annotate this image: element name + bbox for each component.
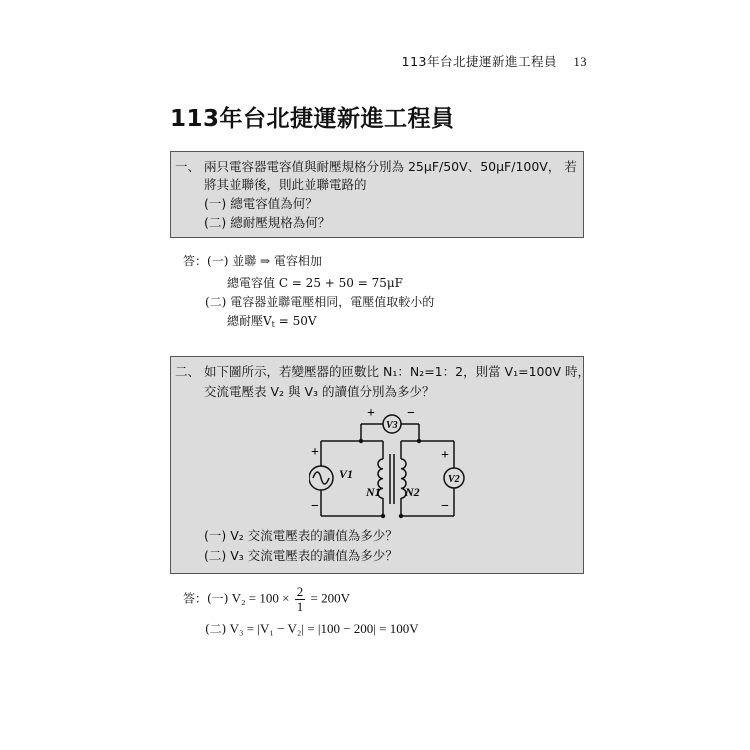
answer-1-part-2-eq-sub: t	[271, 320, 275, 329]
question-1-number: 一、	[175, 159, 201, 174]
answer-1-part-2-eq-pre: 總耐壓V	[227, 314, 272, 328]
page-title: 113年台北捷運新進工程員	[170, 106, 455, 132]
transformer-circuit-diagram	[309, 404, 469, 524]
running-header	[402, 52, 587, 70]
sine-wave-icon	[313, 472, 329, 484]
answer-1-prefix: 答：	[183, 254, 208, 268]
answer-2-part-2-label: (二)	[205, 622, 227, 636]
n1-label: N1	[366, 485, 381, 499]
v3-plus-sign: +	[367, 406, 375, 421]
question-2-box	[170, 356, 590, 574]
fraction-denominator: 1	[296, 599, 304, 614]
source-minus-sign: −	[311, 499, 319, 514]
answer-1-part-2-equation	[227, 312, 317, 329]
answer-2-part-1-label: (一)	[207, 591, 229, 606]
question-1-sub-1: (一) 總電容值為何？	[204, 196, 318, 211]
answer-1-part-2-label: (二)	[205, 295, 227, 309]
meter-v3-label: V3	[386, 420, 398, 431]
answer-2-part-2	[205, 620, 419, 637]
answer-1-part-2-eq-post: = 50V	[274, 314, 317, 328]
answer-2-part-1	[183, 585, 350, 614]
question-2-sub-2: (二) V₃ 交流電壓表的讀值為多少？	[204, 548, 398, 563]
junction-dot	[381, 514, 385, 518]
answer-1-part-2-text: 電容器並聯電壓相同，電壓值取較小的	[230, 295, 435, 309]
answer-1-part-1-equation: 總電容值 C = 25 + 50 = 75μF	[227, 276, 403, 290]
page-number: 13	[573, 55, 587, 69]
question-2-number: 二、	[175, 364, 201, 379]
v2-minus-sign: −	[441, 499, 449, 514]
n2-label: N2	[405, 485, 420, 499]
question-1-line-2: 將其並聯後，則此並聯電路的	[204, 177, 367, 192]
v3-minus-sign: −	[407, 406, 415, 421]
meter-v2-label: V2	[448, 474, 460, 485]
v2-plus-sign: +	[441, 448, 449, 463]
fraction-numerator: 2	[296, 584, 304, 599]
answer-1-part-1-text: 並聯 ⇒ 電容相加	[232, 254, 322, 268]
answer-2-part-1-eq-post: = 200V	[310, 590, 350, 606]
question-1-line-1: 兩只電容器電容值與耐壓規格分別為 25μF/50V、50μF/100V， 若	[204, 159, 577, 174]
answer-2-part-1-eq-pre: V₂ = 100 ×	[231, 590, 290, 606]
answer-1-part-1-label: (一)	[207, 254, 229, 268]
running-header-title: 113年台北捷運新進工程員	[401, 54, 558, 69]
source-v1-label: V1	[339, 467, 354, 481]
answer-1-part-2	[205, 293, 434, 310]
junction-dot	[417, 439, 421, 443]
answer-2-fraction	[295, 585, 306, 614]
question-1-sub-2: (二) 總耐壓規格為何？	[204, 215, 331, 230]
answer-2-part-2-equation: V₃ = |V₁ − V₂| = |100 − 200| = 100V	[229, 621, 419, 636]
question-2-line-2: 交流電壓表 V₂ 與 V₃ 的讀值分別為多少？	[204, 384, 435, 399]
answer-1	[183, 252, 322, 269]
junction-dot	[359, 439, 363, 443]
junction-dot	[399, 514, 403, 518]
answer-2-prefix: 答：	[183, 591, 208, 606]
question-2-line-1: 如下圖所示，若變壓器的匝數比 N₁：N₂=1：2，則當 V₁=100V 時，	[204, 364, 590, 379]
source-plus-sign: +	[311, 445, 319, 460]
question-2-sub-1: (一) V₂ 交流電壓表的讀值為多少？	[204, 528, 398, 543]
question-1-box	[170, 151, 584, 238]
